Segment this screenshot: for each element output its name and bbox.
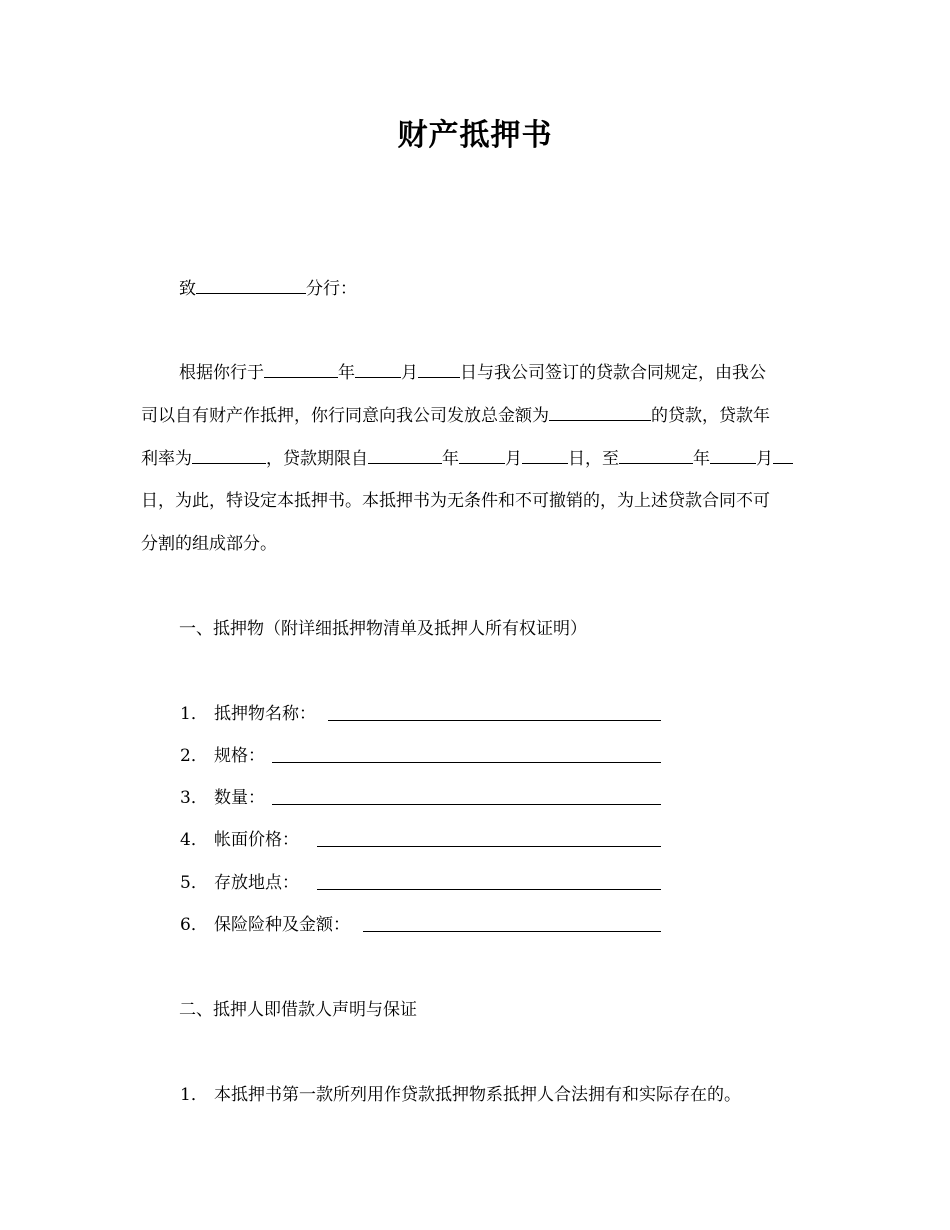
- intro-text: 年: [338, 363, 355, 383]
- item-label: 存放地点：: [214, 873, 299, 893]
- document-title: 财产抵押书: [397, 118, 553, 153]
- collateral-item-3: [180, 787, 265, 809]
- declaration-item-1: [180, 1084, 741, 1106]
- collateral-item-4: [180, 829, 299, 851]
- item-number: 1．: [180, 1085, 208, 1105]
- collateral-name-blank[interactable]: [328, 720, 661, 721]
- section-2-heading: 二、抵押人即借款人声明与保证: [179, 1000, 417, 1020]
- item-number: 2．: [180, 746, 208, 766]
- item-number: 3．: [180, 788, 208, 808]
- branch-name-blank[interactable]: [196, 277, 306, 294]
- item-label: 帐面价格：: [214, 830, 299, 850]
- intro-text: 年: [442, 449, 459, 469]
- intro-row-2: [141, 404, 770, 427]
- item-label: 规格：: [214, 746, 265, 766]
- intro-text: 月: [401, 363, 418, 383]
- intro-text: 年: [693, 449, 710, 469]
- intro-text: 的贷款，贷款年: [651, 406, 770, 426]
- collateral-item-1: [180, 703, 316, 725]
- section-1-heading: 一、抵押物（附详细抵押物清单及抵押人所有权证明）: [179, 619, 587, 639]
- item-number: 1．: [180, 704, 208, 724]
- salutation: [179, 277, 357, 300]
- intro-text: 日与我公司签订的贷款合同规定，由我公: [460, 363, 766, 383]
- quantity-blank[interactable]: [272, 804, 661, 805]
- salutation-suffix: 分行：: [306, 279, 357, 299]
- end-year-blank[interactable]: [619, 447, 693, 464]
- intro-row-1: [179, 361, 766, 384]
- end-month-blank[interactable]: [710, 447, 756, 464]
- intro-text: 根据你行于: [179, 363, 264, 383]
- sign-day-blank[interactable]: [418, 361, 460, 378]
- sign-year-blank[interactable]: [264, 361, 338, 378]
- end-day-blank[interactable]: [773, 447, 793, 464]
- declaration-text: 本抵押书第一款所列用作贷款抵押物系抵押人合法拥有和实际存在的。: [214, 1085, 741, 1105]
- item-label: 抵押物名称：: [214, 704, 316, 724]
- intro-text: 月: [505, 449, 522, 469]
- intro-text: 日，至: [568, 449, 619, 469]
- start-month-blank[interactable]: [459, 447, 505, 464]
- intro-text: 月: [756, 449, 773, 469]
- book-value-blank[interactable]: [317, 846, 661, 847]
- start-day-blank[interactable]: [522, 447, 568, 464]
- insurance-blank[interactable]: [363, 931, 661, 932]
- item-label: 保险险种及金额：: [214, 915, 350, 935]
- item-number: 6．: [180, 915, 208, 935]
- intro-row-4: 日，为此，特设定本抵押书。本抵押书为无条件和不可撤销的，为上述贷款合同不可: [141, 491, 770, 511]
- intro-text: 利率为: [141, 449, 192, 469]
- intro-text: 司以自有财产作抵押，你行同意向我公司发放总金额为: [141, 406, 549, 426]
- collateral-item-6: [180, 914, 350, 936]
- intro-text: ，贷款期限自: [266, 449, 368, 469]
- item-number: 4．: [180, 830, 208, 850]
- collateral-item-2: [180, 745, 265, 767]
- collateral-item-5: [180, 872, 299, 894]
- intro-row-5: 分割的组成部分。: [141, 534, 277, 554]
- interest-rate-blank[interactable]: [192, 447, 266, 464]
- loan-amount-blank[interactable]: [549, 404, 651, 421]
- start-year-blank[interactable]: [368, 447, 442, 464]
- item-number: 5．: [180, 873, 208, 893]
- salutation-prefix: 致: [179, 279, 196, 299]
- item-label: 数量：: [214, 788, 265, 808]
- storage-location-blank[interactable]: [317, 889, 661, 890]
- sign-month-blank[interactable]: [355, 361, 401, 378]
- specification-blank[interactable]: [272, 762, 661, 763]
- intro-row-3: [141, 447, 793, 470]
